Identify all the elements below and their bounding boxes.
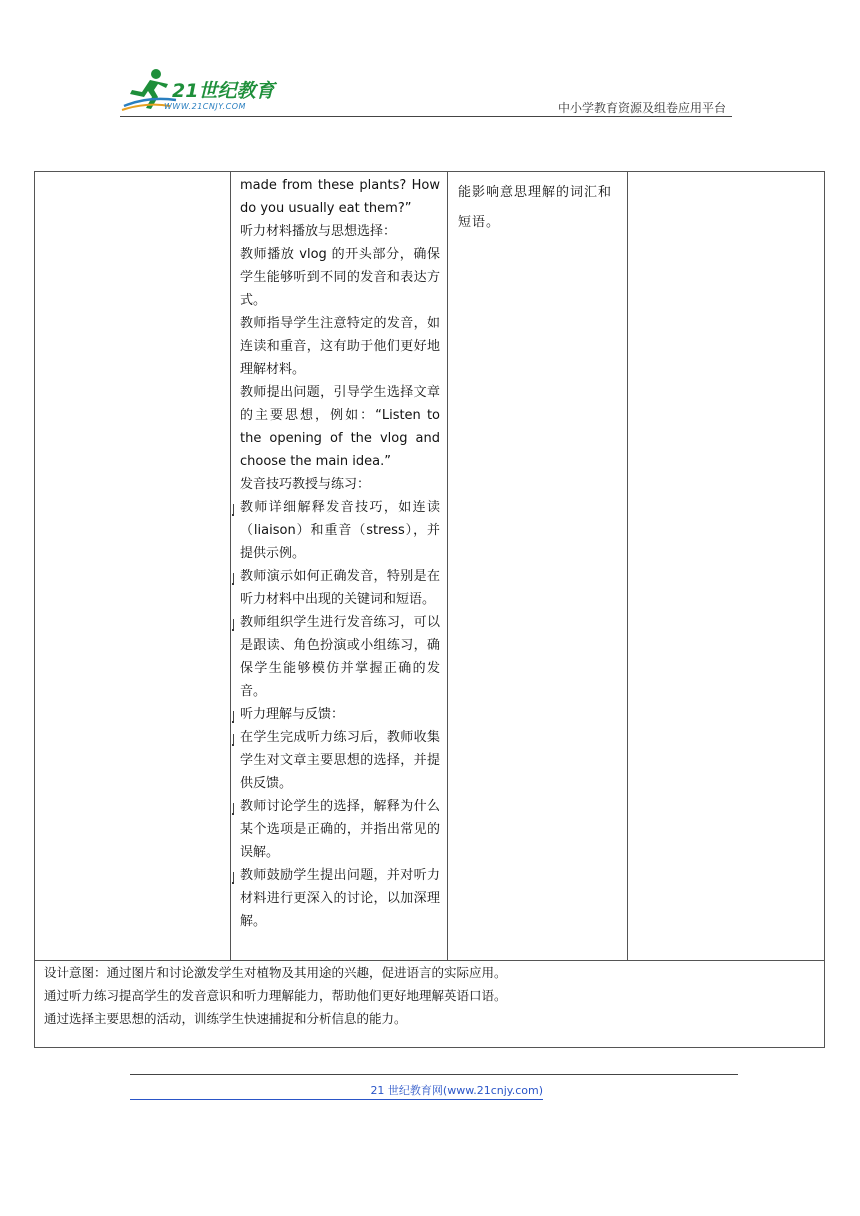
logo-url-text: WWW.21CNJY.COM [164,102,246,111]
footer-divider [130,1074,738,1075]
objectives-cell [458,178,624,238]
activity-paragraph: 教师指导学生注意特定的发音，如连读和重音，这有助于他们更好地理解材料。 [240,316,440,377]
design-intent-cell [44,961,814,1030]
activity-paragraph: made from these plants? How do you usually eat them?” [240,178,440,216]
activity-paragraph: 教师详细解释发音技巧，如连读（liaison）和重音（stress），并提供示例。 [240,496,440,565]
platform-title: 中小学教育资源及组卷应用平台 [557,101,726,115]
activity-paragraph: 听力材料播放与思想选择： [240,224,397,239]
activity-paragraph: 在学生完成听力练习后，教师收集学生对文章主要思想的选择，并提供反馈。 [240,726,440,795]
lesson-plan-table [34,171,825,1048]
design-line: 通过选择主要思想的活动，训练学生快速捕捉和分析信息的能力。 [44,1011,407,1026]
footer-link[interactable]: 21 世纪教育网(www.21cnjy.com) [130,1082,543,1100]
objective-text: 能影响意思理解的词汇和短语。 [458,185,613,230]
site-logo [120,66,290,116]
activity-paragraph: 教师鼓励学生提出问题，并对听力材料进行更深入的讨论，以加深理解。 [240,864,440,933]
column-divider-1 [230,172,231,960]
design-line: 设计意图：通过图片和讨论激发学生对植物及其用途的兴趣，促进语言的实际应用。 [44,965,507,980]
header-divider [120,116,732,117]
activity-paragraph: 教师讨论学生的选择，解释为什么某个选项是正确的，并指出常见的误解。 [240,795,440,864]
teaching-activities-cell [240,174,440,933]
activity-paragraph: 听力理解与反馈： [240,703,440,726]
activity-paragraph: 教师提出问题，引导学生选择文章的主要思想，例如：“Listen to the opening of the vlog and choose the main idea.” [240,385,440,469]
column-divider-3 [627,172,628,960]
page-header [120,66,732,118]
design-line: 通过听力练习提高学生的发音意识和听力理解能力，帮助他们更好地理解英语口语。 [44,988,507,1003]
activity-paragraph: 教师组织学生进行发音练习，可以是跟读、角色扮演或小组练习，确保学生能够模仿并掌握正确的发音。 [240,611,440,703]
activity-paragraph: 发音技巧教授与练习： [240,477,371,492]
logo-brand-text: 21世纪教育 [172,80,275,102]
column-divider-2 [447,172,448,960]
activity-paragraph: 教师演示如何正确发音，特别是在听力材料中出现的关键词和短语。 [240,565,440,611]
activity-paragraph: 教师播放 vlog 的开头部分，确保学生能够听到不同的发音和表达方式。 [240,247,440,308]
